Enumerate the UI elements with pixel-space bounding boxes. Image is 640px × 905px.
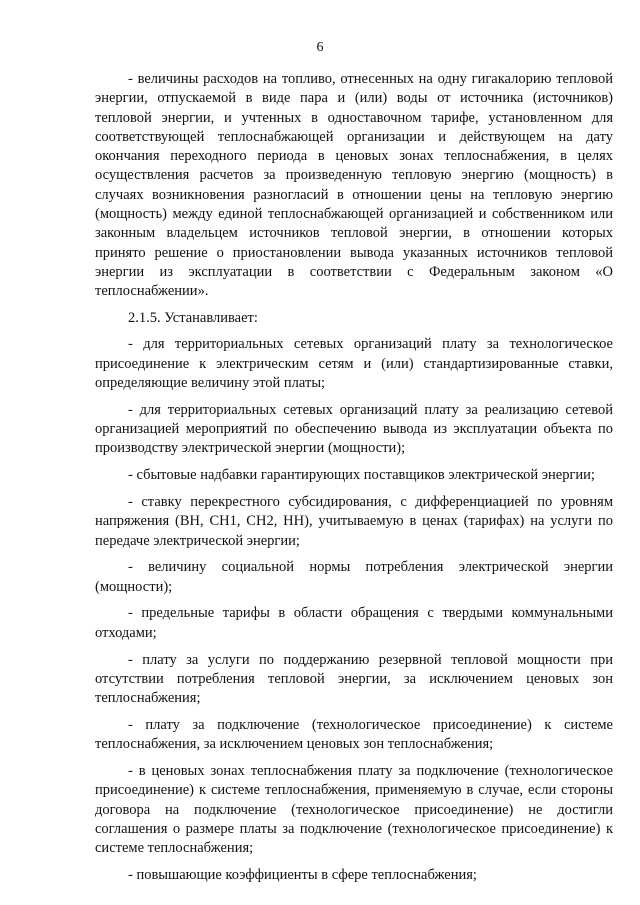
list-item-increasing-coefficients: - повышающие коэффициенты в сфере теплоснабжения; — [128, 866, 477, 883]
list-item-solid-waste-tariffs: - предельные тарифы в области обращения с твердыми коммунальными отходами; — [95, 605, 613, 641]
list-item-sales-markups: - сбытовые надбавки гарантирующих поставщиков электрической энергии; — [128, 467, 595, 484]
list-item-reserve-capacity-fee: - плату за услуги по поддержанию резервной тепловой мощности при отсутствии потребления тепловой энергии, за исключением ценовых зон теплоснабжения; — [95, 651, 613, 707]
list-item-decommissioning-fee: - для территориальных сетевых организаций плату за реализацию сетевой организацией мероприятий по обеспечению вывода из эксплуатации объекта по производству электрической энергии (мощности); — [95, 401, 613, 457]
section-heading-2-1-5: 2.1.5. Устанавливает: — [128, 309, 258, 326]
list-item-cross-subsidy-rate: - ставку перекрестного субсидирования, с дифференциацией по уровням напряжения (ВН, СН1, СН2, НН), учитываемую в ценах (тарифах) на услуги по передаче электрической энергии; — [95, 493, 613, 549]
document-body — [95, 70, 613, 893]
list-item-tech-connection-fee: - для территориальных сетевых организаций плату за технологическое присоединение к электрическим сетям и (или) стандартизированные ставки, определяющие величину этой платы; — [95, 336, 613, 391]
list-item-price-zone-connection-fee: - в ценовых зонах теплоснабжения плату за подключение (технологическое присоединение) к системе теплоснабжения, применяемую в случае, если стороны договора на подключение (технологическое присоединение) не достигли соглашения о размере платы за подключение (технологическое присоединение) к системе теплоснабжения; — [95, 763, 613, 857]
list-item-heat-connection-fee: - плату за подключение (технологическое присоединение) к системе теплоснабжения, за исключением ценовых зон теплоснабжения; — [95, 716, 613, 753]
list-item-social-norm: - величину социальной нормы потребления электрической энергии (мощности); — [95, 559, 613, 595]
page-number: 6 — [316, 40, 324, 55]
paragraph-fuel-costs: - величины расходов на топливо, отнесенных на одну гигакалорию тепловой энергии, отпускаемой в виде пара и (или) воды от источника (источников) тепловой энергии, и учтенных в одноставочном тарифе, установленном для соответствующей теплоснабжающей организации и действующем на дату окончания переходного периода в ценовых зонах теплоснабжения, в целях осуществления расчетов за произведенную тепловую энергию (мощность) в случаях возникновения разногласий в отношении цены на тепловую энергию (мощность) между единой теплоснабжающей организацией и собственником или законным владельцем источников тепловой энергии, в отношении которых принято решение о приостановлении вывода указанных источников тепловой энергии из эксплуатации в соответствии с Федеральным законом «О теплоснабжении». — [95, 71, 613, 300]
